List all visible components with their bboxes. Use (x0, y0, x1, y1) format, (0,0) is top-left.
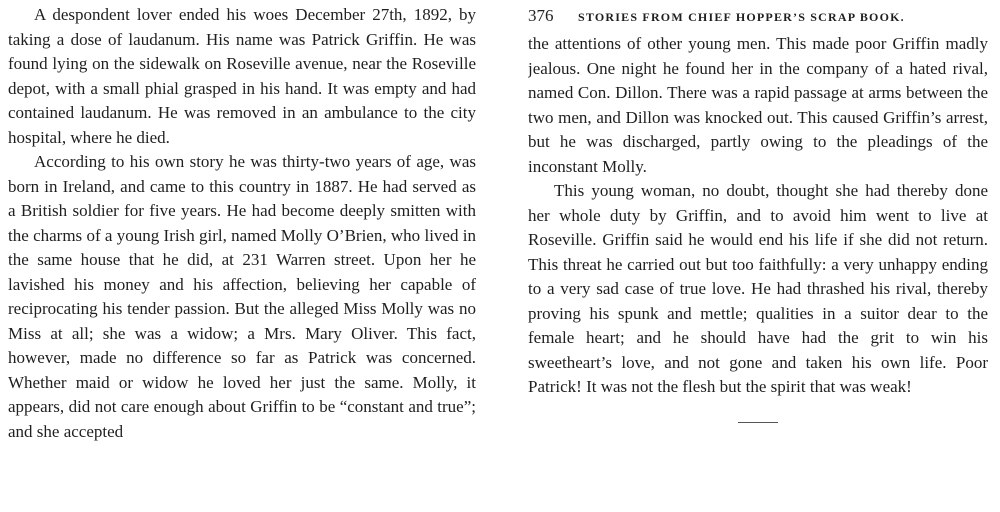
right-page (528, 0, 988, 512)
page-number: 376 (528, 6, 554, 25)
left-paragraph-2: According to his own story he was thirty-two years of age, was born in Ireland, and came to this country in 1887. He had served as a British soldier for five years. He had become deeply smitten with the charms of a young Irish girl, named Molly O’Brien, who lived in the same house that he did, at 231 Warren street. Upon her he lavished his money and his affection, believing her capable of reciprocating his tender passion. But the alleged Miss Molly was no Miss at all; she was a widow; a Mrs. Mary Oliver. This fact, however, made no difference so far as Patrick was concerned. Whether maid or widow he loved her just the same. Molly, it appears, did not care enough about Griffin to be “constant and true”; and she accepted (8, 152, 476, 441)
left-page (8, 0, 476, 512)
end-rule (738, 422, 778, 423)
running-head (528, 6, 988, 32)
right-paragraph-2: This young woman, no doubt, thought she had thereby done her whole duty by Griffin, and to avoid him went to live at Roseville. Griffin said he would end his life if she did not return. This threat he carried out but too faithfully: a very unhappy ending to a very sad case of true love. He had thrashed his rival, thereby proving his spunk and mettle; qualities in a suitor dear to the female heart; and he should have had the grit to win his sweetheart’s love, and not gone and taken his own life. Poor Patrick! It was not the flesh but the spirit that was weak! (528, 181, 988, 396)
running-head-title: STORIES FROM CHIEF HOPPER’S SCRAP BOOK. (578, 10, 905, 24)
right-paragraph-1: the attentions of other young men. This made poor Griffin madly jealous. One night he found her in the company of a hated rival, named Con. Dillon. There was a rapid passage at arms between the two men, and Dillon was knocked out. This caused Griffin’s arrest, but he was discharged, partly owing to the pleadings of the inconstant Molly. (528, 34, 988, 176)
left-paragraph-1: A despondent lover ended his woes December 27th, 1892, by taking a dose of laudanum. His name was Patrick Griffin. He was found lying on the sidewalk on Roseville avenue, near the Roseville depot, with a small phial grasped in his hand. It was empty and had contained laudanum. He was removed in an ambulance to the city hospital, where he died. (8, 5, 476, 147)
